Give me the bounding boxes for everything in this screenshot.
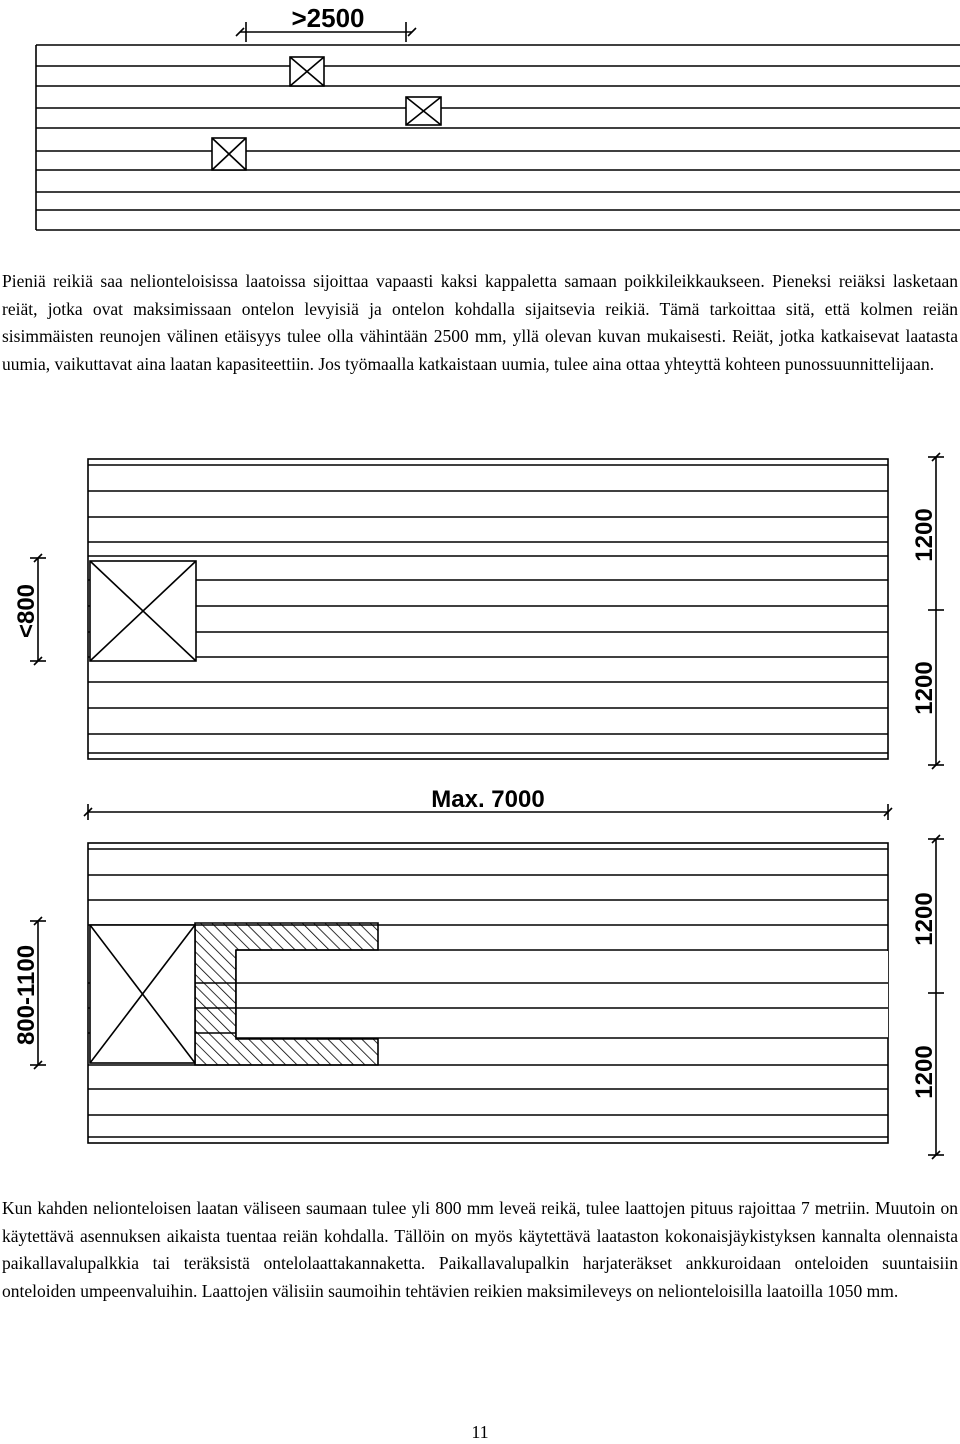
dimension-label: >2500 [291,3,365,33]
dimension-label: <800 [13,583,40,639]
dimension-label: 1200 [911,1045,938,1099]
dimension-line [928,457,944,765]
dimension-label: 800-1100 [13,944,40,1046]
hole-marker [90,561,196,661]
figure-joint-hole [0,445,960,825]
hole-marker [290,57,324,86]
slab-plank [36,45,960,230]
figure-small-holes [0,0,960,245]
paragraph-large-holes: Kun kahden nelionteloisen laatan väliseen saumaan tulee yli 800 mm leveä reikä, tulee laattojen pituus rajoittaa 7 metriin. Muutoin on käytettävä asennuksen aikaista tuentaa reiän kohdalla. Tällöin on myös käytettävä laataston kokonaisjäykistyksen kannalta olennaista paikallavalupalkkia tai teräksistä ontelolaattakannaketta. Paikallavalupalkin harjateräkset ankkuroidaan onteloiden suuntaisiin onteloiden umpeenvaluihin. Laattojen välisiin saumoihin tehtävien reikien maksimileveys on nelionteloisilla laatoilla 1050 mm. [2,1198,958,1301]
dimension-label: 1200 [911,892,938,946]
dimension-line [928,839,944,1155]
dimension-label: Max. 7000 [431,786,545,813]
hole-marker [212,138,246,170]
hole-marker [90,925,195,1063]
slab-plank [88,459,888,759]
dimension-label: 1200 [911,508,938,562]
paragraph-small-holes: Pieniä reikiä saa nelionteloisissa laatoissa sijoittaa vapaasti kaksi kappaletta samaan poikkileikkaukseen. Pieneksi reiäksi lasketaan reiät, jotka ovat maksimissaan ontelon levyisiä ja ontelon kohdalla sijaitsevia reikiä. Tämä tarkoittaa sitä, että kolmen reiän sisimmäisten reunojen välinen etäisyys tulee olla vähintään 2500 mm, yllä olevan kuvan mukaisesti. Reiät, jotka katkaisevat laatasta uumia, vaikuttavat aina laatan kapasiteettiin. Jos työmaalla katkaistaan uumia, tulee aina ottaa yhteyttä kohteen punossuunnittelijaan. [2,271,958,374]
figure-large-hole [0,825,960,1165]
page-number: 11 [471,1422,489,1442]
hole-marker [406,97,441,125]
dimension-label: 1200 [911,661,938,715]
